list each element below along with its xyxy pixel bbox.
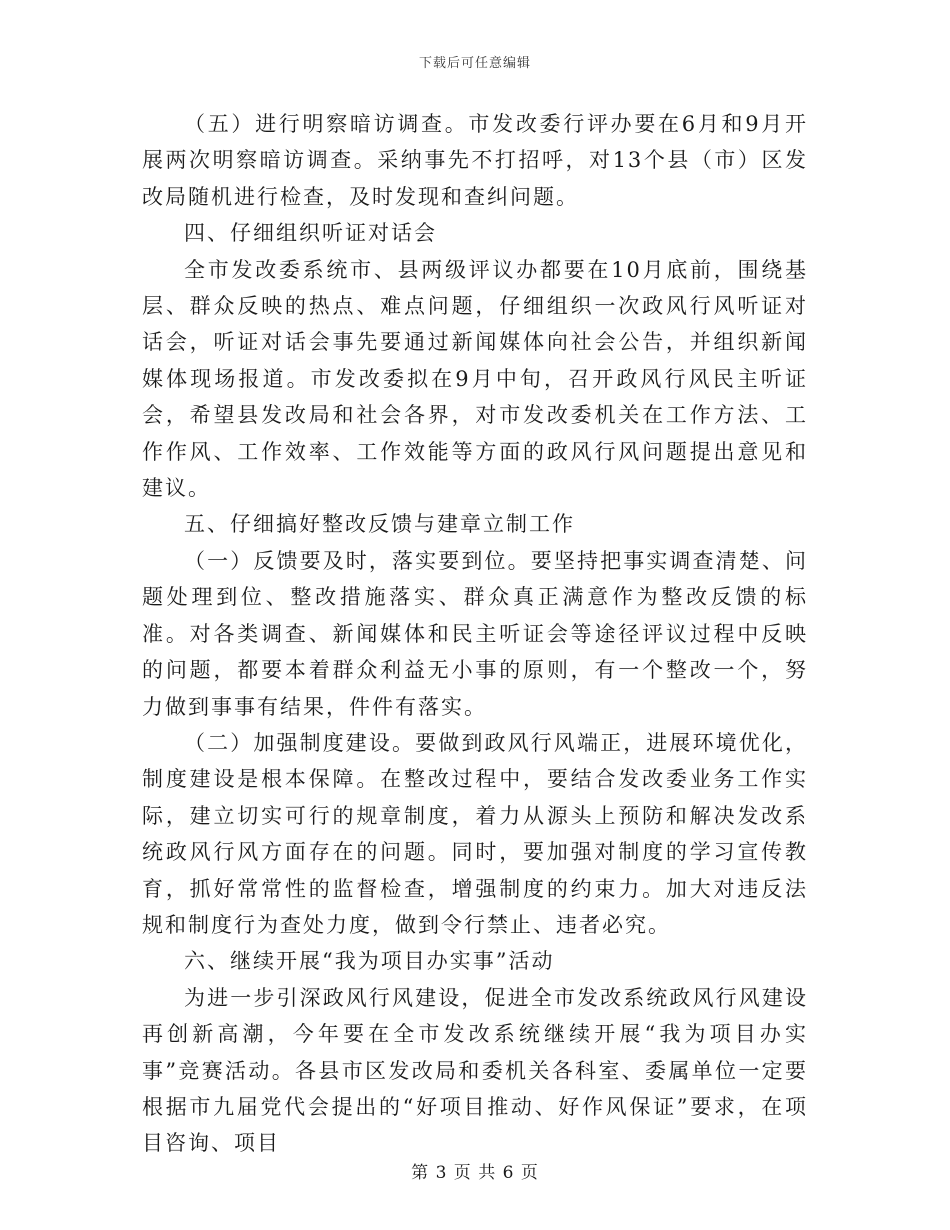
page-label-mid: 页 共 — [453, 1163, 497, 1183]
section-heading-rectification: 五、仔细搞好整改反馈与建章立制工作 — [184, 512, 575, 537]
paragraph-inspection: （五）进行明察暗访调查。市发改委行评办要在6月和9月开展两次明察暗访调查。采纳事先不打招呼，对13个县（市）区发改局随机进行检查，及时发现和查纠问题。 — [142, 112, 808, 209]
section-heading-hearing: 四、仔细组织听证对话会 — [184, 221, 437, 246]
paragraph-system-building: （二）加强制度建设。要做到政风行风端正，进展环境优化，制度建设是根本保障。在整改过程中，要结合发改委业务工作实际，建立切实可行的规章制度，着力从源头上预防和解决发改系统政风行风方面存在的问题。同时，要加强对制度的学习宣传教育，抓好常常性的监督检查，增强制度的约束力。加大对违反法规和制度行为查处力度，做到令行禁止、违者必究。 — [142, 730, 808, 937]
page-number: 3 — [435, 1163, 448, 1183]
section-heading-activity: 六、继续开展“我为项目办实事”活动 — [184, 949, 555, 974]
paragraph-feedback: （一）反馈要及时，落实要到位。要坚持把事实调查清楚、问题处理到位、整改措施落实、群众真正满意作为整改反馈的标准。对各类调查、新闻媒体和民主听证会等途径评议过程中反映的问题，都要本着群众利益无小事的原则，有一个整改一个，努力做到事事有结果，件件有落实。 — [142, 548, 808, 719]
document-body — [142, 106, 808, 1162]
page-header-note: 下载后可任意编辑 — [418, 56, 531, 71]
paragraph-activity: 为进一步引深政风行风建设，促进全市发改系统政风行风建设再创新高潮，今年要在全市发改系统继续开展“我为项目办实事”竞赛活动。各县市区发改局和委机关各科室、委属单位一定要根据市九届党代会提出的“好项目推动、好作风保证”要求，在项目咨询、项目 — [142, 985, 808, 1156]
page-label-prefix: 第 — [411, 1163, 430, 1183]
page-footer — [0, 1158, 950, 1183]
page-label-suffix: 页 — [520, 1163, 539, 1183]
paragraph-hearing: 全市发改委系统市、县两级评议办都要在10月底前，围绕基层、群众反映的热点、难点问题，仔细组织一次政风行风听证对话会，听证对话会事先要通过新闻媒体向社会公告，并组织新闻媒体现场报道。市发改委拟在9月中旬，召开政风行风民主听证会，希望县发改局和社会各界，对市发改委机关在工作方法、工作作风、工作效率、工作效能等方面的政风行风问题提出意见和建议。 — [142, 257, 808, 501]
total-pages: 6 — [502, 1163, 515, 1183]
